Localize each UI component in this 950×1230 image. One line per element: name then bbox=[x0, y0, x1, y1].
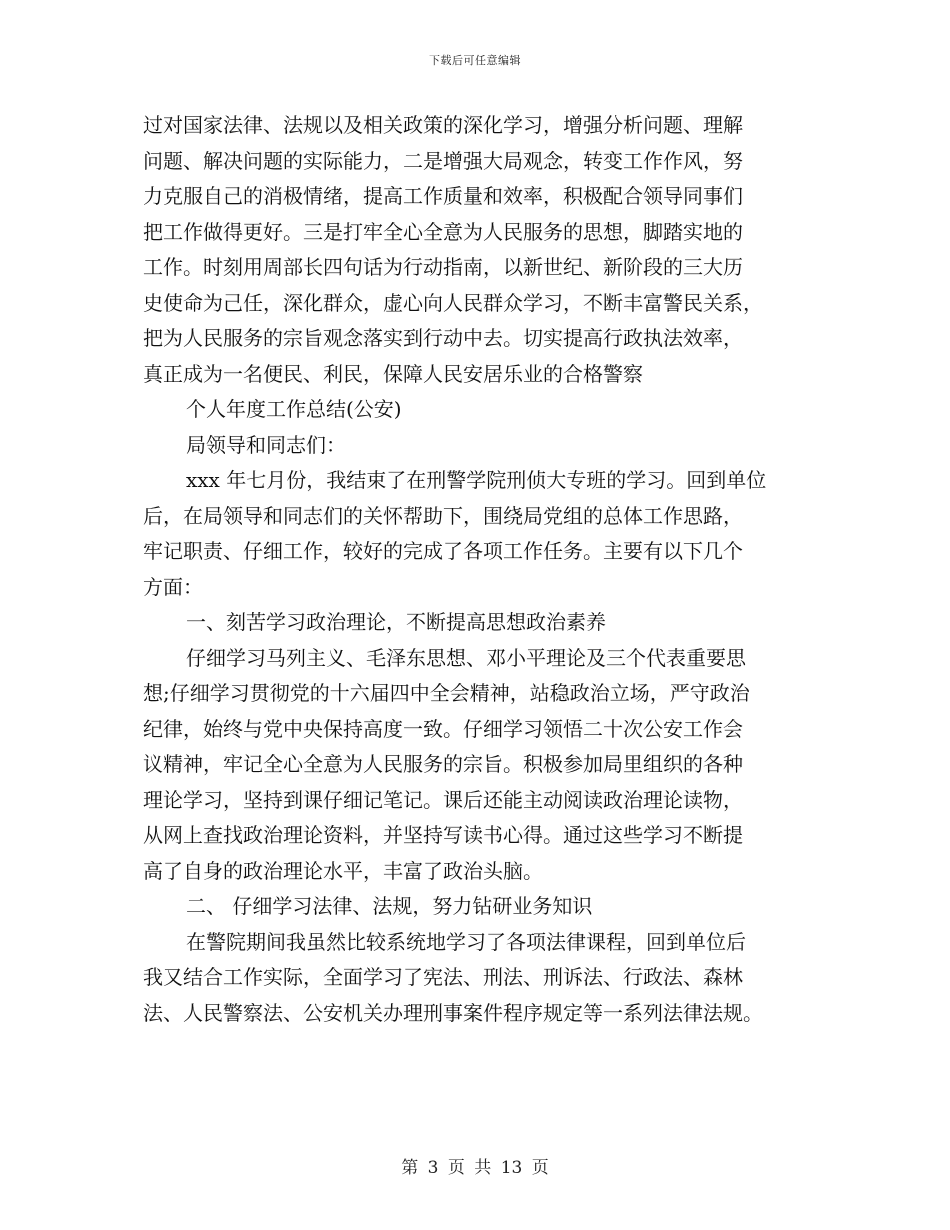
text-line: 力克服自己的消极情绪，提高工作质量和效率，积极配合领导同事们 bbox=[143, 184, 743, 208]
text-line: 纪律，始终与党中央保持高度一致。仔细学习领悟二十次公安工作会 bbox=[143, 716, 743, 741]
text-line: 真正成为一名便民、利民，保障人民安居乐业的合格警察 bbox=[143, 361, 643, 386]
text-line: 一、刻苦学习政治理论，不断提高思想政治素养 bbox=[186, 610, 606, 634]
text-line: 想;仔细学习贯彻党的十六届四中全会精神，站稳政治立场，严守政治 bbox=[143, 681, 750, 705]
text-line: 方面： bbox=[143, 574, 203, 599]
text-line: 后，在局领导和同志们的关怀帮助下，围绕局党组的总体工作思路， bbox=[143, 503, 743, 528]
text-line: 仔细学习马列主义、毛泽东思想、邓小平理论及三个代表重要思 bbox=[186, 645, 746, 670]
text-line: 牢记职责、仔细工作，较好的完成了各项工作任务。主要有以下几个 bbox=[143, 539, 743, 563]
text-line: 我又结合工作实际，全面学习了宪法、刑法、刑诉法、行政法、森林 bbox=[143, 965, 743, 989]
page-header-note: 下载后可任意编辑 bbox=[429, 54, 521, 67]
text-line: 把为人民服务的宗旨观念落实到行动中去。切实提高行政执法效率， bbox=[143, 326, 743, 350]
text-line: 过对国家法律、法规以及相关政策的深化学习，增强分析问题、理解 bbox=[143, 113, 743, 137]
text-line: 把工作做得更好。三是打牢全心全意为人民服务的思想，脚踏实地的 bbox=[143, 219, 743, 244]
text-line: 法、人民警察法、公安机关办理刑事案件程序规定等一系列法律法规。 bbox=[143, 1000, 763, 1025]
text-line: 问题、解决问题的实际能力，二是增强大局观念，转变工作作风，努 bbox=[143, 148, 743, 173]
text-line: 工作。时刻用周部长四句话为行动指南，以新世纪、新阶段的三大历 bbox=[143, 255, 743, 279]
text-line: 史使命为己任，深化群众，虚心向人民群众学习，不断丰富警民关系， bbox=[143, 290, 763, 315]
text-line: 在警院期间我虽然比较系统地学习了各项法律课程，回到单位后 bbox=[186, 929, 746, 954]
text-line: 议精神，牢记全心全意为人民服务的宗旨。积极参加局里组织的各种 bbox=[143, 752, 743, 776]
page-number: 第 3 页 共 13 页 bbox=[401, 1158, 549, 1178]
text-line: 个人年度工作总结(公安) bbox=[186, 397, 402, 421]
text-line: 局领导和同志们： bbox=[186, 432, 346, 457]
text-line: 二、 仔细学习法律、法规，努力钻研业务知识 bbox=[186, 894, 593, 918]
text-line: 理论学习，坚持到课仔细记笔记。课后还能主动阅读政治理论读物， bbox=[143, 787, 743, 812]
text-line: xxx 年七月份，我结束了在刑警学院刑侦大专班的学习。回到单位 bbox=[186, 468, 767, 492]
text-line: 从网上查找政治理论资料，并坚持写读书心得。通过这些学习不断提 bbox=[143, 823, 743, 847]
document-body bbox=[143, 108, 813, 1031]
text-line: 高了自身的政治理论水平，丰富了政治头脑。 bbox=[143, 858, 543, 883]
